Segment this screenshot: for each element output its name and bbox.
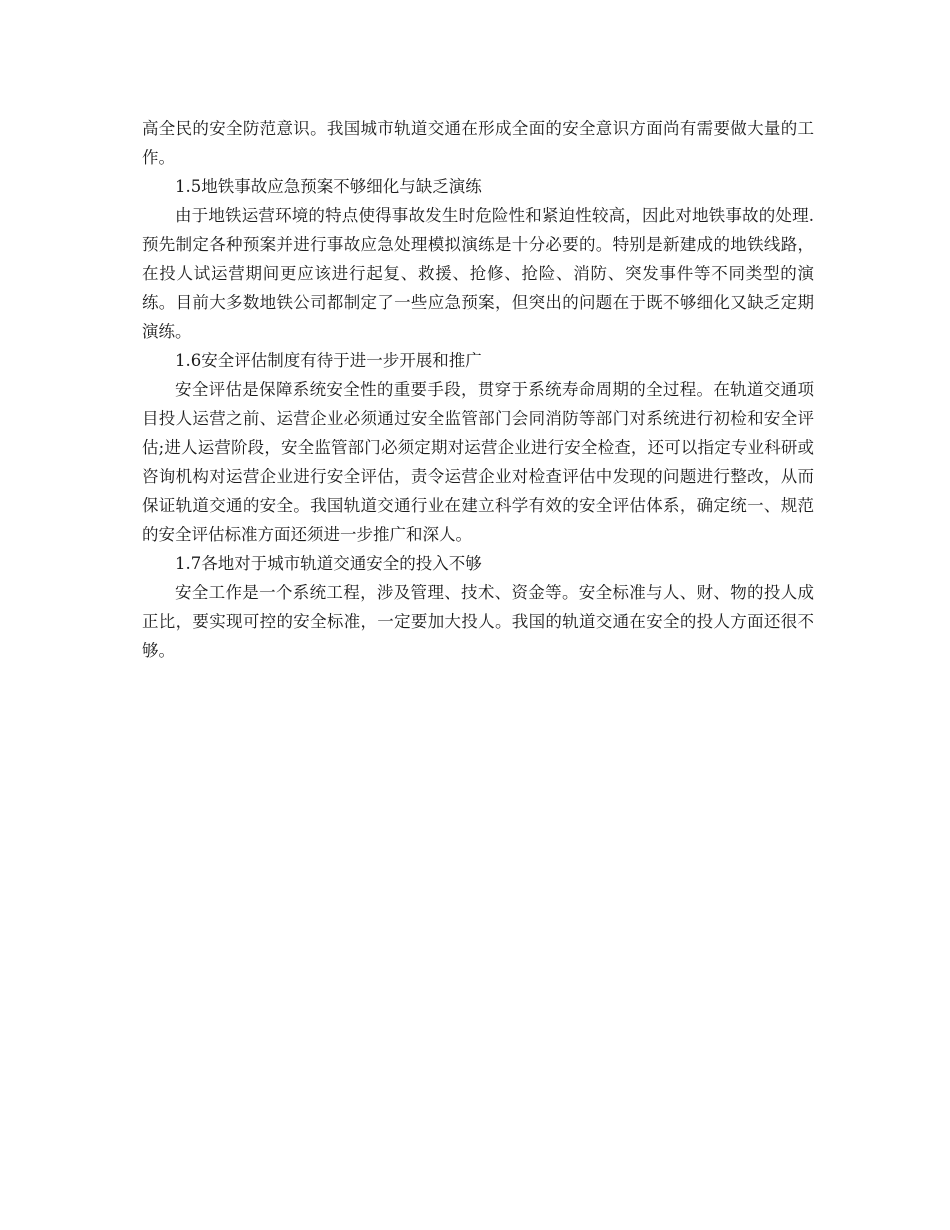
document-body xyxy=(142,114,814,665)
section-heading-1-6: 1.6安全评估制度有待于进一步开展和推广 xyxy=(175,351,482,370)
paragraph-continuation: 高全民的安全防范意识。我国城市轨道交通在形成全面的安全意识方面尚有需要做大量的工作。 xyxy=(142,119,814,167)
section-heading-1-7: 1.7各地对于城市轨道交通安全的投入不够 xyxy=(175,554,482,573)
paragraph-safety-investment: 安全工作是一个系统工程，涉及管理、技术、资金等。安全标准与人、财、物的投人成正比，要实现可控的安全标准，一定要加大投人。我国的轨道交通在安全的投人方面还很不够。 xyxy=(142,583,814,660)
paragraph-emergency-plans: 由于地铁运营环境的特点使得事故发生时危险性和紧迫性较高，因此对地铁事故的处理.预先制定各种预案并进行事故应急处理模拟演练是十分必要的。特别是新建成的地铁线路，在投人试运营期间更应该进行起复、救援、抢修、抢险、消防、突发事件等不同类型的演练。目前大多数地铁公司都制定了一些应急预案，但突出的问题在于既不够细化又缺乏定期演练。 xyxy=(142,206,814,341)
paragraph-safety-assessment: 安全评估是保障系统安全性的重要手段，贯穿于系统寿命周期的全过程。在轨道交通项目投人运营之前、运营企业必须通过安全监管部门会同消防等部门对系统进行初检和安全评估;进人运营阶段，安全监管部门必须定期对运营企业进行安全检查，还可以指定专业科研或咨询机构对运营企业进行安全评估，责令运营企业对检查评估中发现的问题进行整改，从而保证轨道交通的安全。我国轨道交通行业在建立科学有效的安全评估体系，确定统一、规范的安全评估标准方面还须进一步推广和深人。 xyxy=(142,380,814,544)
section-heading-1-5: 1.5地铁事故应急预案不够细化与缺乏演练 xyxy=(175,177,482,196)
